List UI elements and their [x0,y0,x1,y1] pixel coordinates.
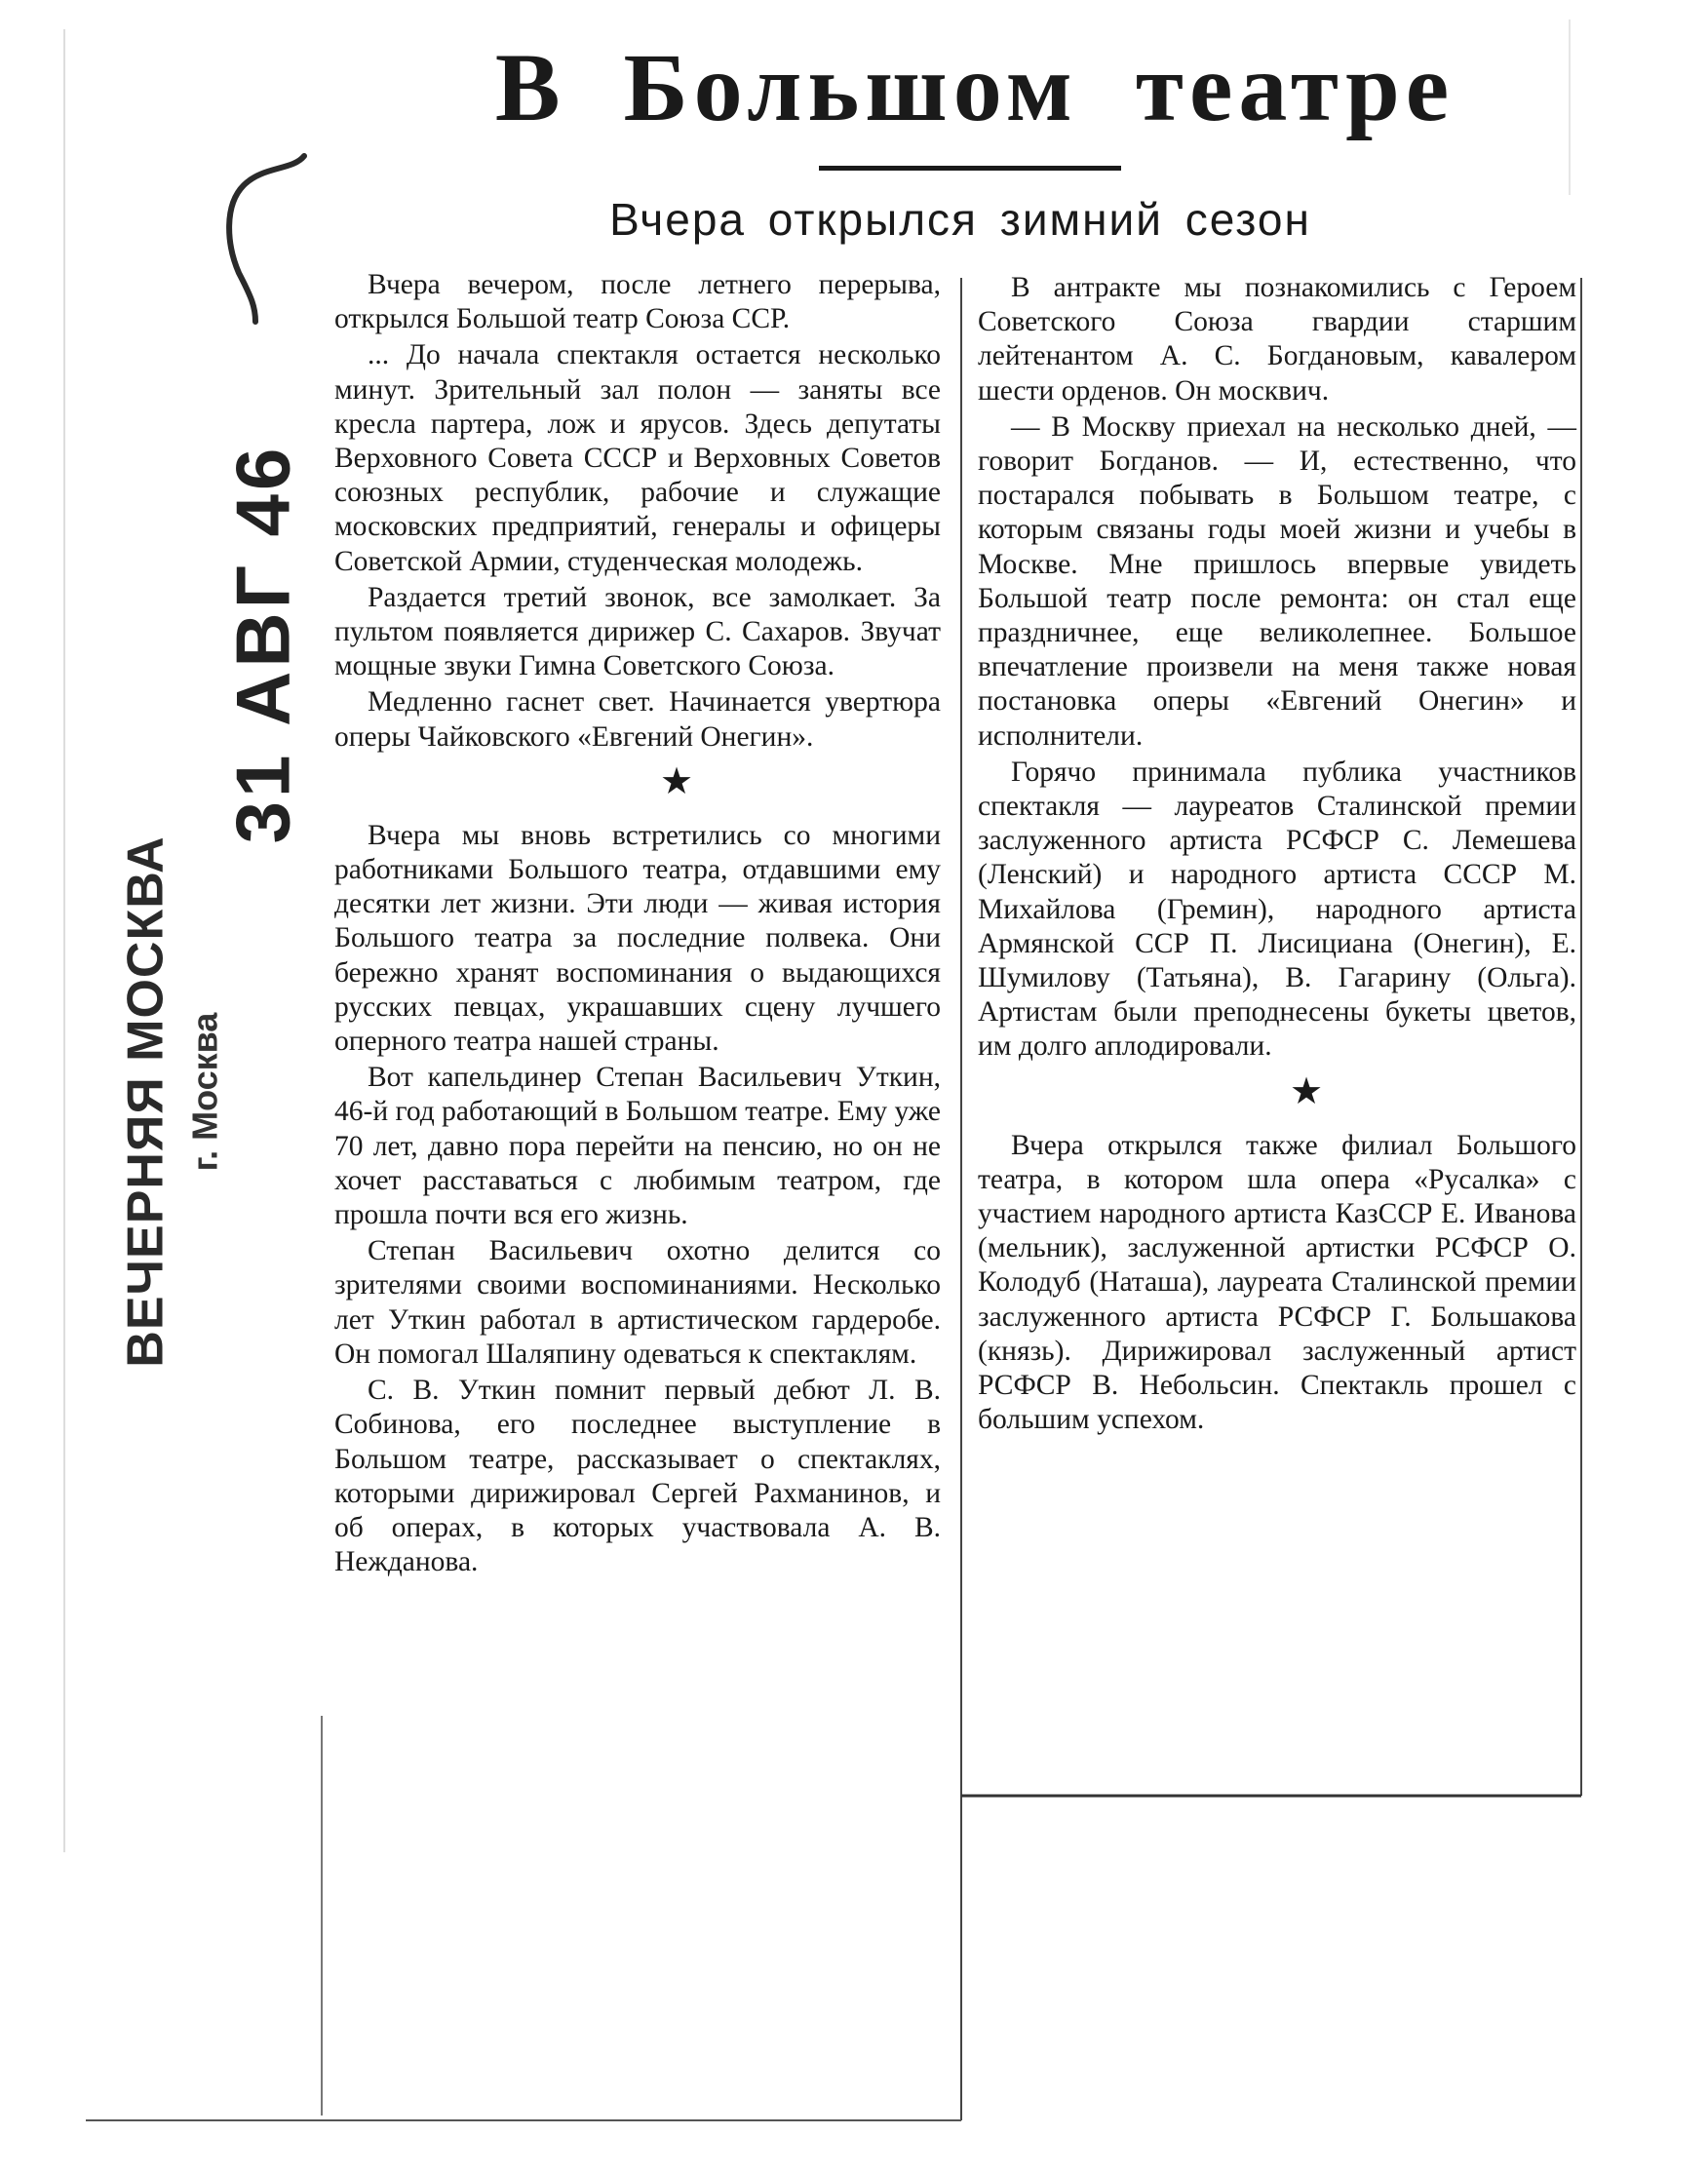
paragraph: Степан Васильевич охотно делится со зрителями своими воспоминаниями. Несколько лет Уткин работал в артистическом гардеробе. Он помогал Шаляпину одеваться к спектаклям. [334,1235,941,1370]
newspaper-stamp-text: ВЕЧЕРНЯЯ МОСКВА [118,835,175,1368]
star-separator: ★ [1289,1070,1324,1112]
subtitle: Вчера открылся зимний сезон [609,194,1311,245]
paragraph: Вчера открылся также филиал Большого театра, в котором шла опера «Русалка» с участием народного артиста КазССР Е. Иванова (мельник), заслуженной артистки РСФСР О. Колодуб (Наташа), лауреата Сталинской премии заслуженного артиста РСФСР Г. Большакова (князь). Дирижировал заслуженный артист РСФСР В. Небольсин. Спектакль прошел с большим успехом. [978,1129,1576,1436]
paragraph: С. В. Уткин помнит первый дебют Л. В. Собинова, его последнее выступление в Большом театре, рассказывает о спектаклях, которыми дирижировал Сергей Рахманинов, и об операх, в которых участвовала А. В. Нежданова. [334,1375,941,1578]
paragraph: Вот капельдинер Степан Васильевич Уткин, 46-й год работающий в Большом театре. Ему уже 70 лет, давно пора перейти на пенсию, но он не хочет расставаться с любимым театром, где прошла почти вся его жизнь. [334,1062,941,1231]
headline: В Большом театре [494,33,1456,141]
paragraph: ... До начала спектакля остается несколько минут. Зрительный зал полон — заняты все кресла партера, лож и ярусов. Здесь депутаты Верховного Совета СССР и Верховных Советов союзных республик, рабочие и служащие московских предприятий, генералы и офицеры Советской Армии, студенческая молодежь. [334,339,941,577]
date-stamp [200,444,327,843]
paragraph: Вчера мы вновь встретились со многими работниками Большого театра, отдавшими ему десятки лет жизни. Эти люди — живая история Большого театра за последние полвека. Они бережно хранят воспоминания о выдающихся русских певцах, украшавших сцену лучшего оперного театра нашей страны. [334,819,941,1058]
paragraph: Горячо принимала публика участников спектакля — лауреатов Сталинской премии заслуженного артиста РСФСР С. Лемешева (Ленский) и народного артиста СССР М. Михайлова (Гремин), народного артиста Армянской ССР П. Лисициана (Онегин), Е. Шумилову (Татьяна), В. Гагарину (Ольга). Артистам были преподнесены букеты цветов, им долго аплодировали. [978,756,1576,1063]
paragraph: Вчера вечером, после летнего перерыва, открылся Большой театр Союза ССР. [334,269,941,335]
paragraph: Раздается третий звонок, все замолкает. За пультом появляется дирижер С. Сахаров. Звучат мощные звуки Гимна Советского Союза. [334,581,941,682]
left-column [334,268,941,1581]
star-separator: ★ [659,760,694,802]
city-stamp-text: г. Москва [184,1012,224,1172]
paragraph: — В Москву приехал на несколько дней, — говорит Богданов. — И, естественно, что постарался побывать в Большом театре, с которым связаны годы моей жизни и учебы в Москве. Мне пришлось впервые увидеть Большой театр после ремонта: он стал еще праздничнее, еще великолепнее. Большое впечатление произвели на меня также новая постановка оперы «Евгений Онегин» и исполнители. [978,410,1576,752]
paragraph: Медленно гаснет свет. Начинается увертюра оперы Чайковского «Евгений Онегин». [334,686,941,753]
right-column [978,271,1576,1440]
handwritten-mark [229,156,304,322]
paragraph: В антракте мы познакомились с Героем Советского Союза гвардии старшим лейтенантом А. С. Богдановым, кавалером шести орденов. Он москвич. [978,272,1576,407]
date-stamp-text: 31 АВГ 46 [219,444,306,843]
headline-rule [819,166,1121,171]
city-stamp [171,965,239,1219]
